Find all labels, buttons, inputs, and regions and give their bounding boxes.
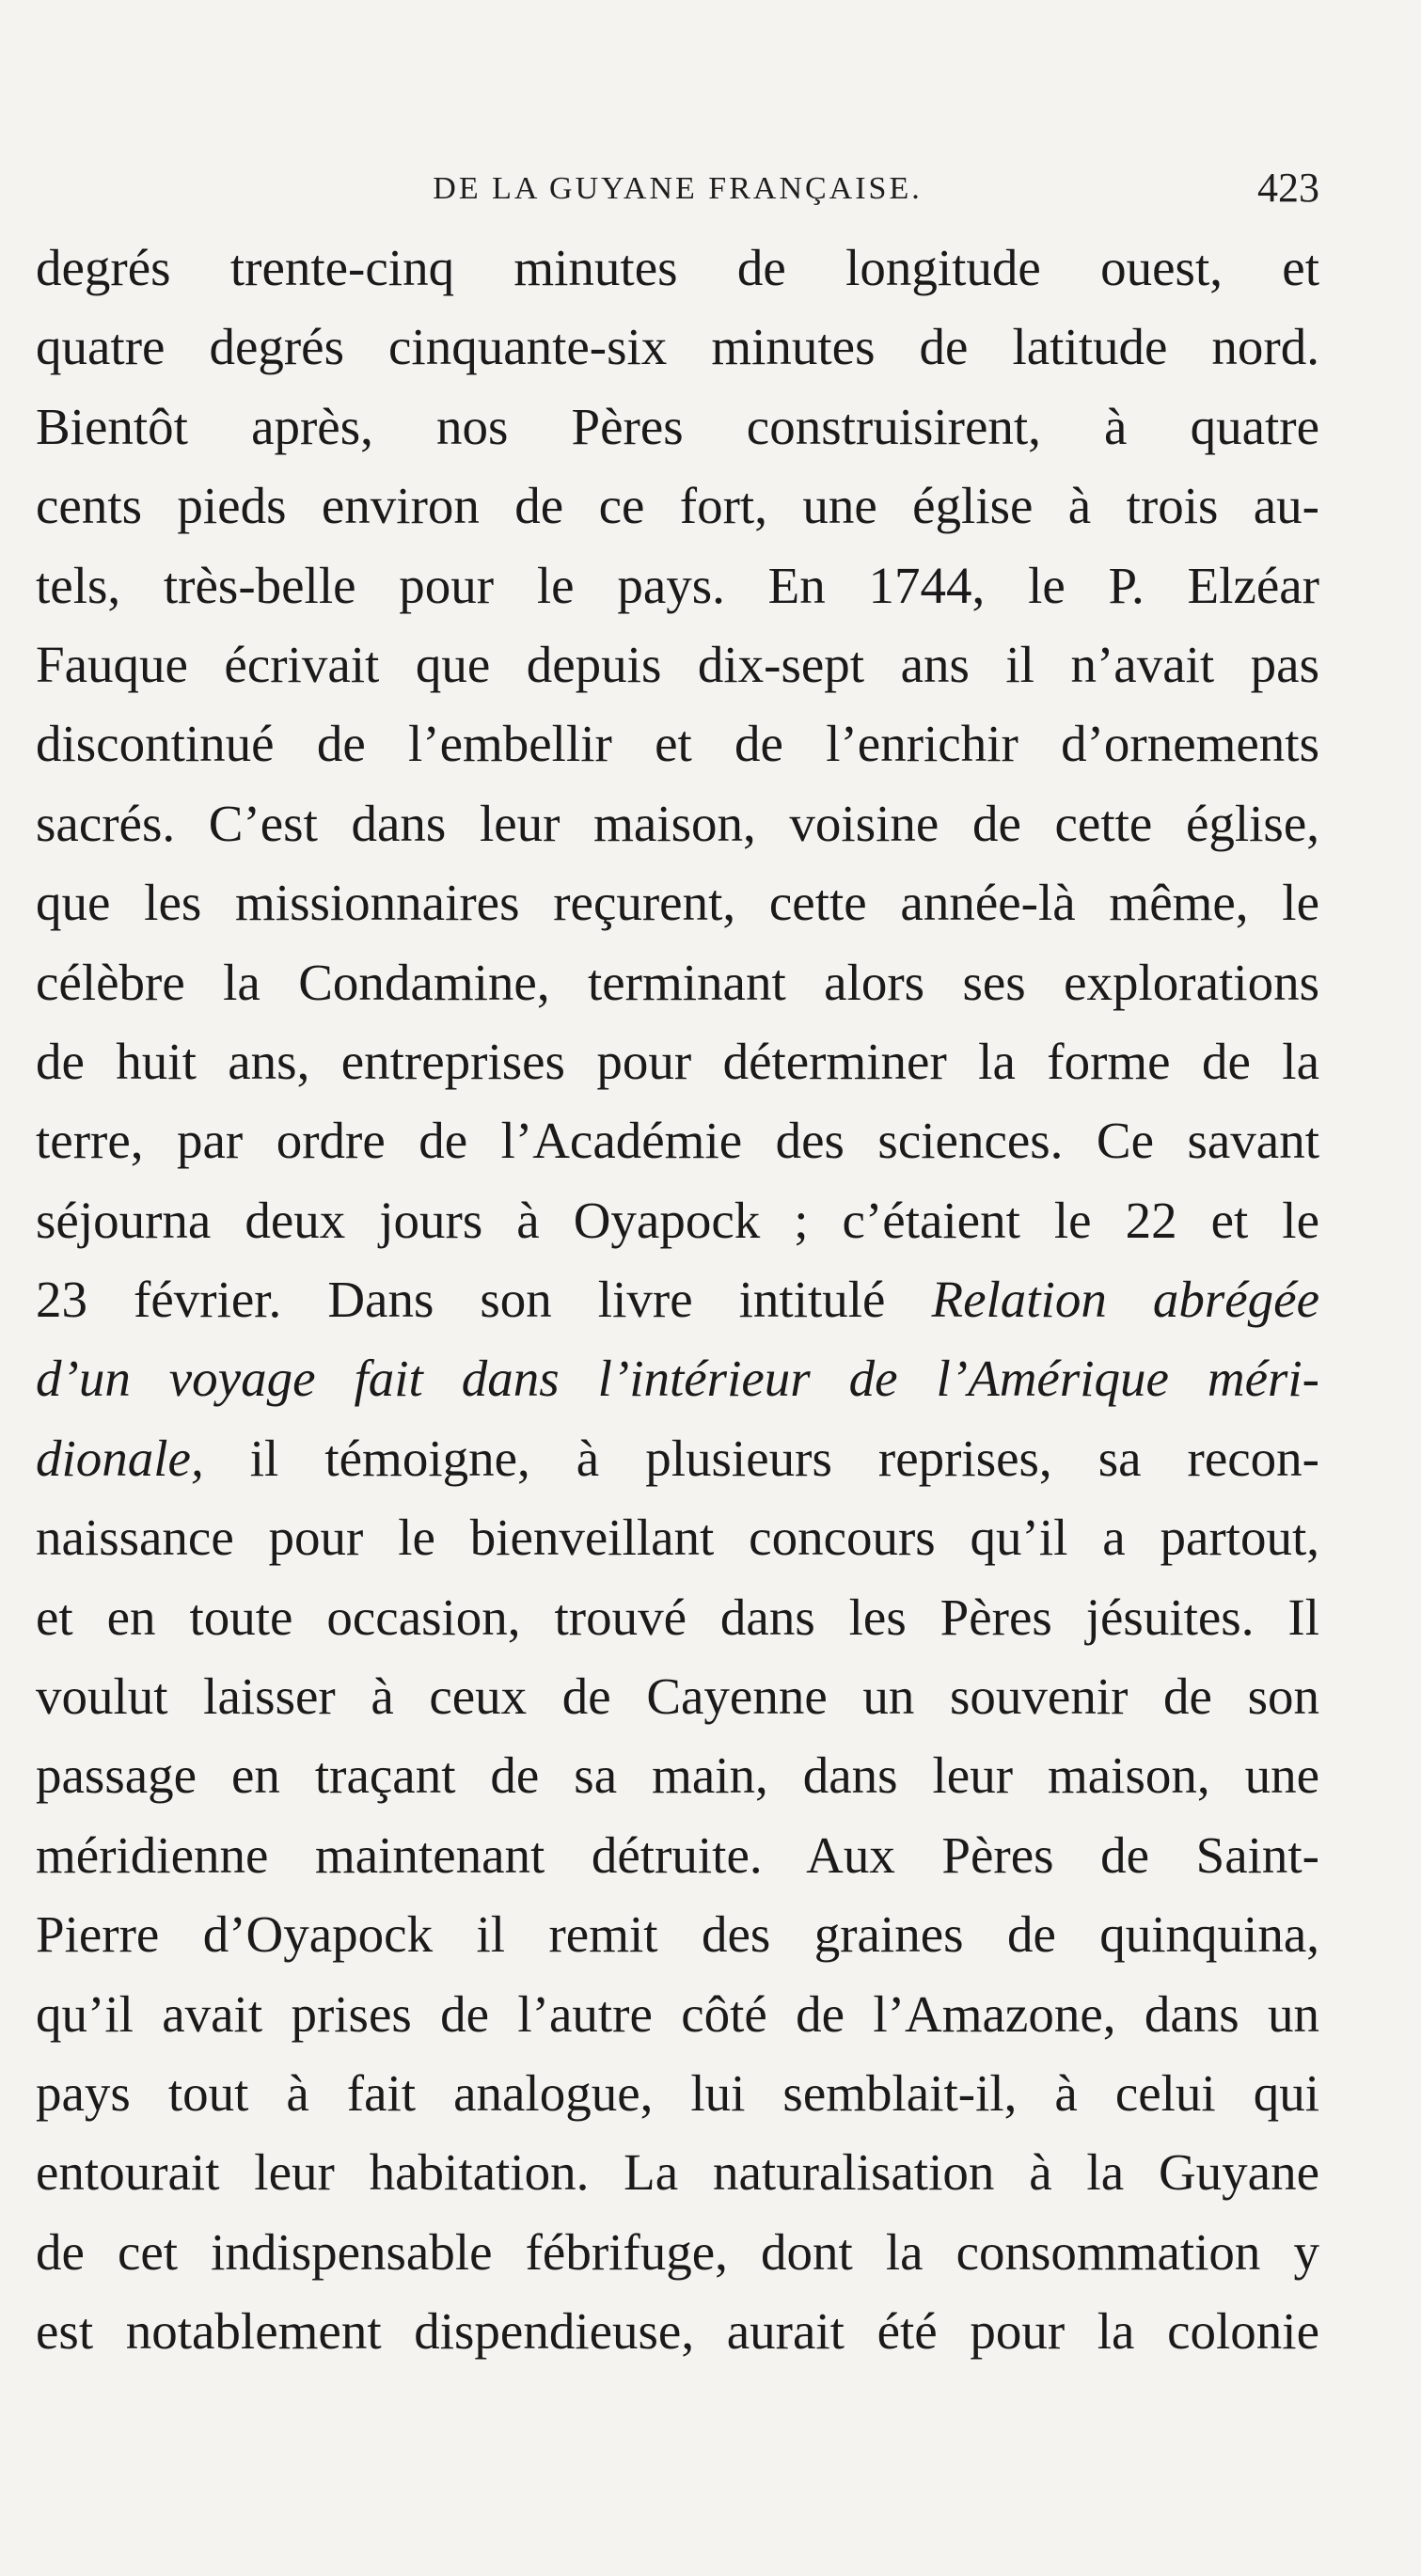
text-line (36, 1657, 1319, 1736)
text-segment: que les missionnaires reçurent, cette année-là même, le (36, 874, 1319, 932)
text-segment: discontinué de l’embellir et de l’enrichir d’ornements (36, 715, 1319, 773)
page-number: 423 (1257, 165, 1319, 211)
text-segment: de huit ans, entreprises pour déterminer la forme de la (36, 1032, 1319, 1090)
text-segment: séjourna deux jours à Oyapock ; c’étaient le 22 et le (36, 1191, 1319, 1249)
text-segment: 23 février. Dans son livre intitulé (36, 1271, 932, 1329)
text-segment: tels, très-belle pour le pays. En 1744, le P. Elzéar (36, 556, 1319, 614)
text-line (36, 1736, 1319, 1815)
body-text (36, 229, 1319, 2372)
text-segment: Pierre d’Oyapock il remit des graines de quinquina, (36, 1905, 1319, 1964)
text-segment: degrés trente-cinq minutes de longitude ouest, et (36, 239, 1319, 296)
running-title: DE LA GUYANE FRANÇAISE. (433, 171, 923, 206)
text-segment: entourait leur habitation. La naturalisation à la Guyane (36, 2143, 1319, 2202)
text-line (36, 2133, 1319, 2212)
text-line (36, 1895, 1319, 1974)
text-line (36, 784, 1319, 863)
text-segment: Bientôt après, nos Pères construisirent, à quatre (36, 397, 1319, 455)
text-line (36, 466, 1319, 545)
text-line (36, 1101, 1319, 1180)
text-segment: sacrés. C’est dans leur maison, voisine de cette église, (36, 794, 1319, 852)
text-line (36, 625, 1319, 704)
text-segment: il témoigne, à plusieurs reprises, sa recon- (203, 1429, 1319, 1487)
text-line (36, 1260, 1319, 1339)
text-line (36, 2292, 1319, 2371)
text-segment: et en toute occasion, trouvé dans les Pères jésuites. Il (36, 1588, 1319, 1646)
text-segment: méridienne maintenant détruite. Aux Pères de Saint- (36, 1825, 1319, 1884)
text-segment: célèbre la Condamine, terminant alors ses explorations (36, 953, 1319, 1011)
text-line (36, 1022, 1319, 1101)
text-segment: voulut laisser à ceux de Cayenne un souvenir de son (36, 1667, 1319, 1726)
italic-text: Relation abrégée (931, 1271, 1319, 1329)
text-line (36, 1498, 1319, 1577)
text-segment: pays tout à fait analogue, lui semblait-il, à celui qui (36, 2063, 1319, 2122)
text-line (36, 943, 1319, 1022)
running-head (36, 160, 1319, 216)
text-line (36, 229, 1319, 308)
text-line (36, 1816, 1319, 1895)
text-line (36, 863, 1319, 942)
italic-text: d’un voyage fait dans l’intérieur de l’Amérique méri- (36, 1350, 1319, 1408)
text-line (36, 2054, 1319, 2133)
text-segment: est notablement dispendieuse, aurait été pour la colonie (36, 2302, 1319, 2361)
text-line (36, 1975, 1319, 2054)
text-segment: passage en traçant de sa main, dans leur maison, une (36, 1746, 1319, 1805)
text-line (36, 1578, 1319, 1657)
text-segment: naissance pour le bienveillant concours qu’il a partout, (36, 1509, 1319, 1567)
text-line (36, 1181, 1319, 1260)
text-segment: qu’il avait prises de l’autre côté de l’Amazone, dans un (36, 1984, 1319, 2043)
text-segment: de cet indispensable fébrifuge, dont la consommation y (36, 2222, 1319, 2281)
text-segment: Fauque écrivait que depuis dix-sept ans il n’avait pas (36, 635, 1319, 693)
text-line (36, 2213, 1319, 2292)
text-line (36, 387, 1319, 466)
text-line (36, 704, 1319, 783)
text-segment: quatre degrés cinquante-six minutes de latitude nord. (36, 318, 1319, 376)
text-line (36, 1419, 1319, 1498)
text-segment: terre, par ordre de l’Académie des sciences. Ce savant (36, 1112, 1319, 1170)
text-line (36, 308, 1319, 387)
text-line (36, 546, 1319, 625)
text-line (36, 1339, 1319, 1418)
text-segment: cents pieds environ de ce fort, une église à trois au- (36, 477, 1319, 535)
italic-text: dionale, (36, 1429, 204, 1487)
